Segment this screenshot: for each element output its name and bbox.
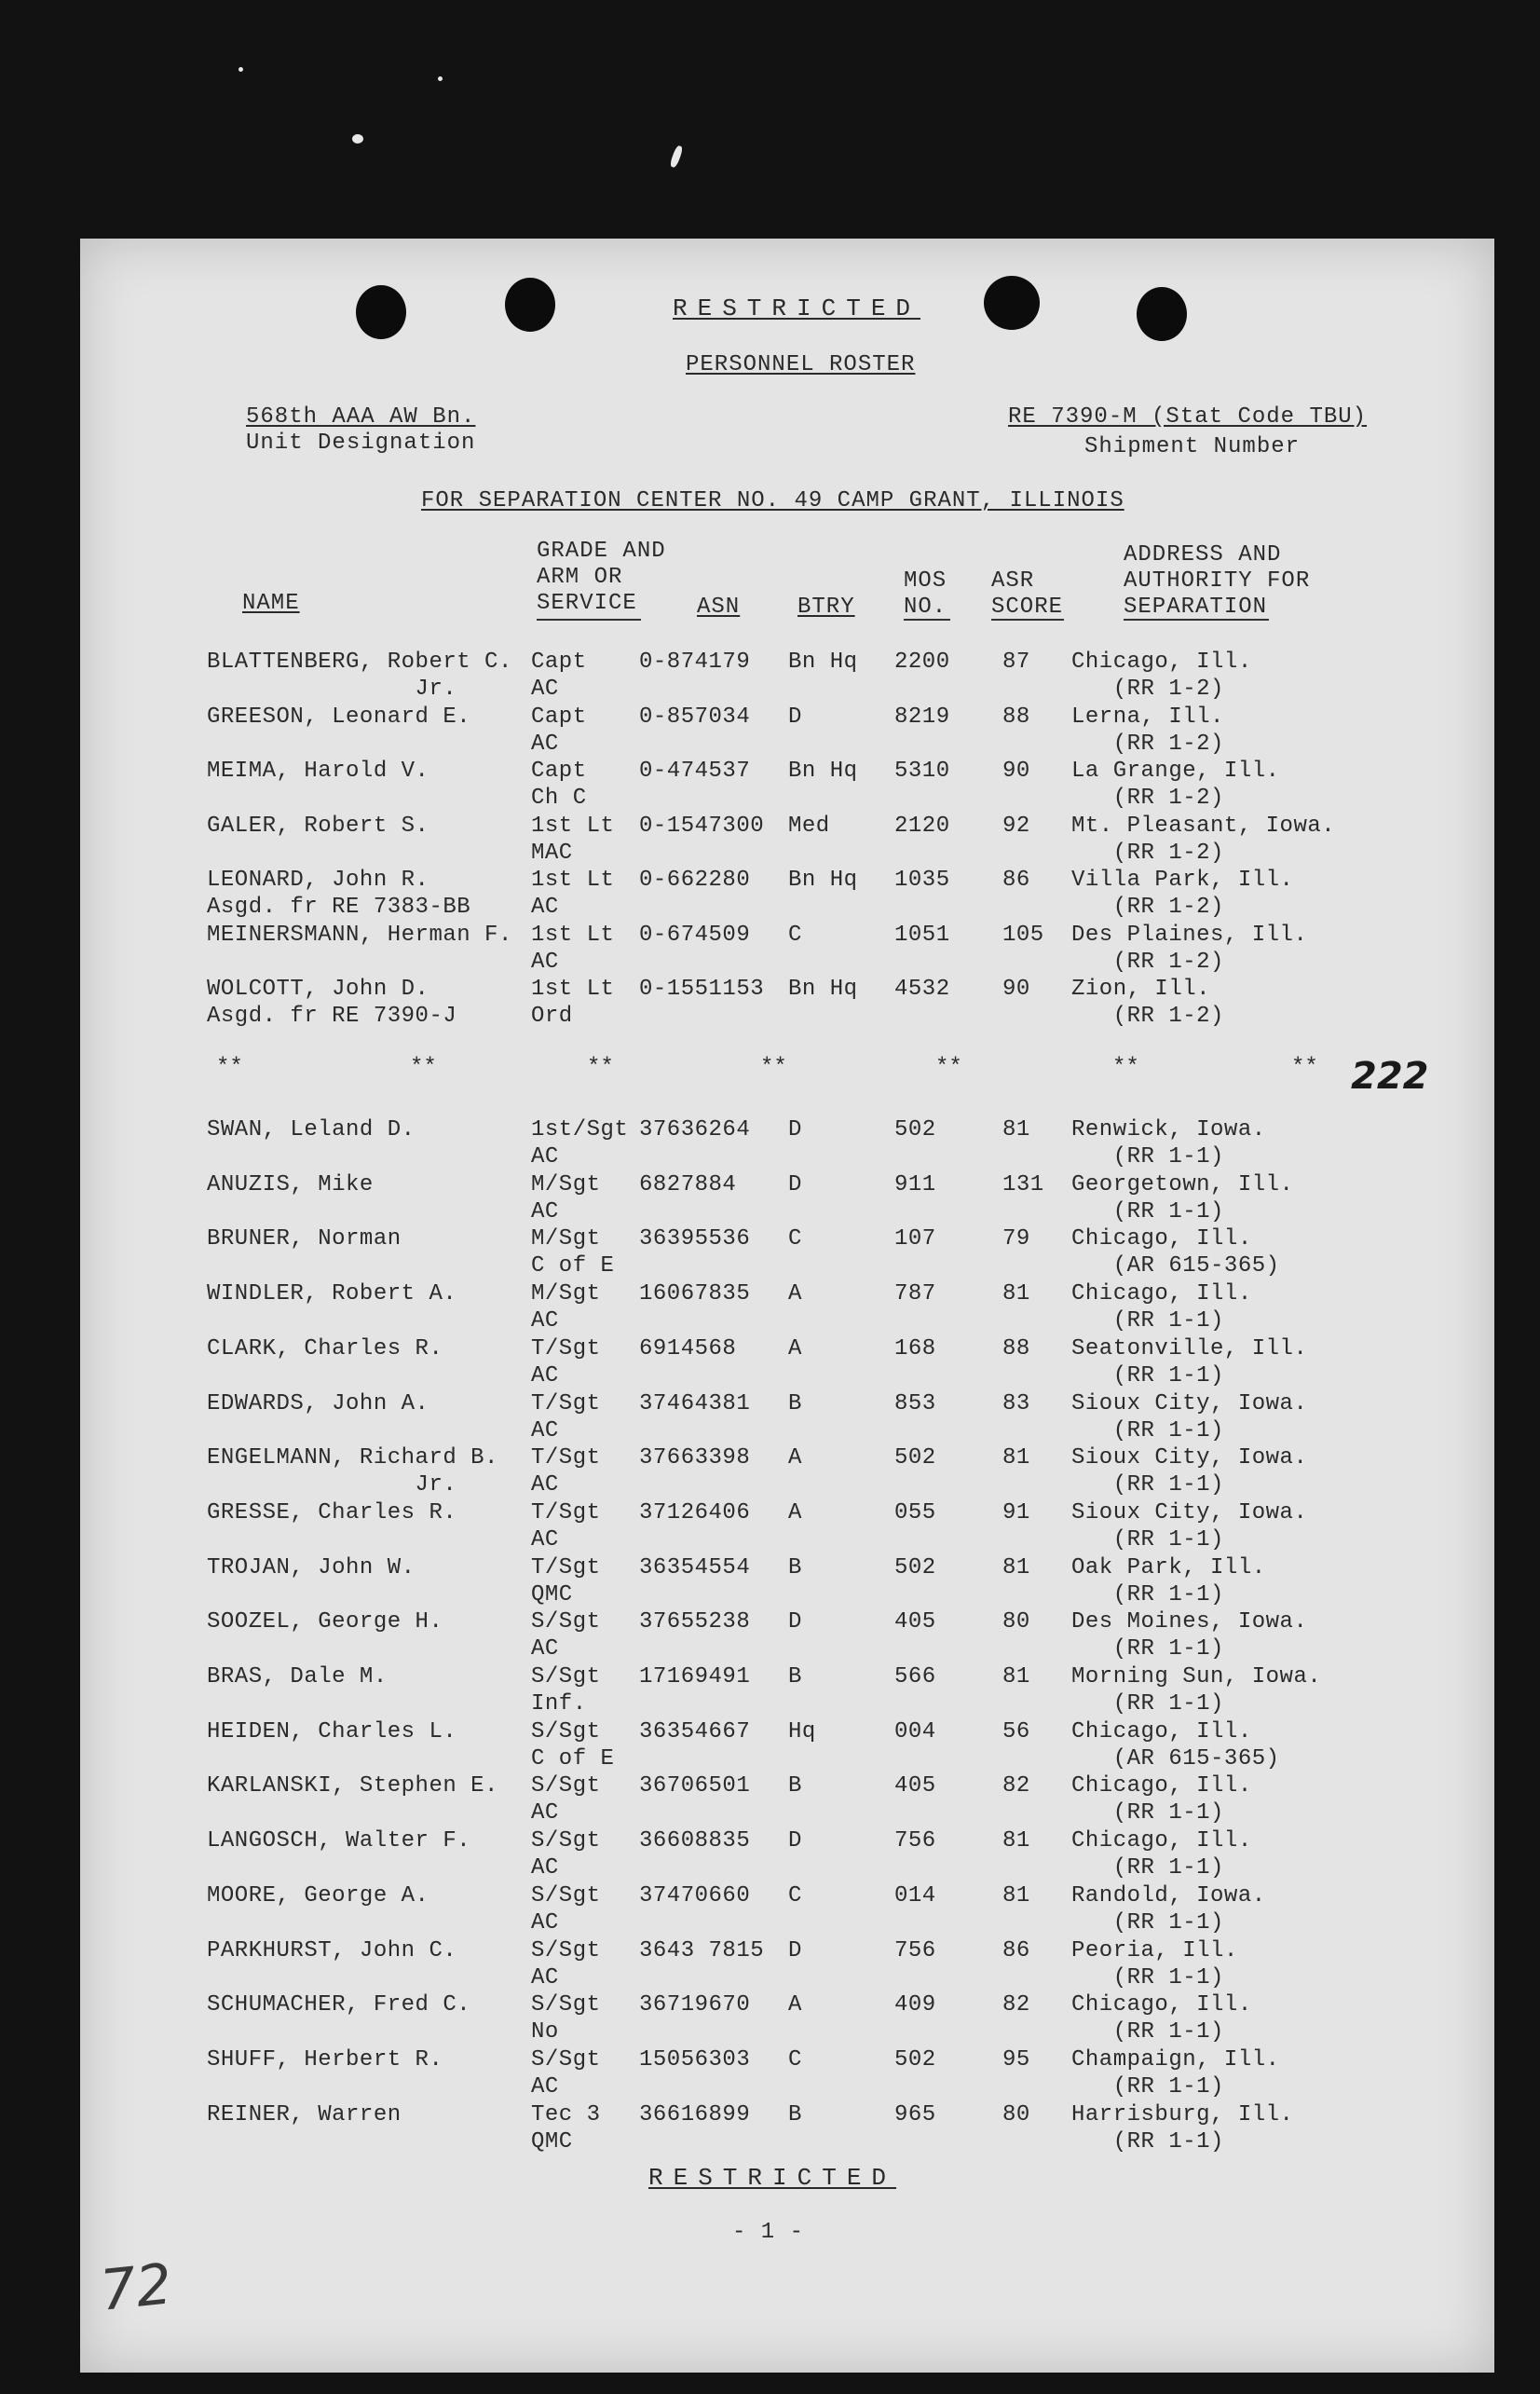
- battery-cell: Bn Hq: [788, 759, 858, 784]
- battery-cell: D: [788, 1937, 802, 1963]
- address-authority: Georgetown, Ill. (RR 1-1): [1071, 1171, 1294, 1224]
- person-name: GRESSE, Charles R.: [207, 1499, 457, 1525]
- battery-cell: D: [788, 1609, 802, 1635]
- mos-cell: 502: [894, 1554, 936, 1580]
- battery-cell: C: [788, 2046, 802, 2073]
- address-authority: Lerna, Ill. (RR 1-2): [1071, 704, 1224, 757]
- grade-arm: Capt AC: [531, 650, 587, 702]
- asr-score-cell: 81: [1002, 1664, 1030, 1689]
- roster-row: [80, 1882, 1494, 1938]
- scan-speck: [238, 67, 243, 72]
- grade-arm: 1st Lt AC: [531, 868, 615, 920]
- person-name: MEINERSMANN, Herman F.: [207, 922, 512, 948]
- address-authority: Mt. Pleasant, Iowa. (RR 1-2): [1071, 813, 1336, 866]
- battery-cell: A: [788, 1499, 802, 1525]
- column-header-address: ADDRESS AND AUTHORITY FOR SEPARATION: [1124, 542, 1311, 620]
- mos-cell: 055: [894, 1499, 936, 1525]
- mos-cell: 004: [894, 1718, 936, 1744]
- page-number: - 1 -: [732, 2220, 805, 2245]
- roster-row: [80, 649, 1494, 705]
- grade-arm: M/Sgt AC: [531, 1171, 601, 1224]
- roster-row: [80, 976, 1494, 1032]
- asr-score-cell: 83: [1002, 1390, 1030, 1416]
- mos-cell: 107: [894, 1226, 936, 1252]
- battery-cell: D: [788, 1828, 802, 1854]
- underline: [904, 619, 950, 621]
- separator-mark: **: [935, 1055, 962, 1080]
- asr-score-cell: 81: [1002, 1445, 1030, 1471]
- address-authority: Seatonville, Ill. (RR 1-1): [1071, 1335, 1308, 1389]
- address-authority: Randold, Iowa. (RR 1-1): [1071, 1882, 1266, 1936]
- address-authority: Chicago, Ill. (RR 1-1): [1071, 1992, 1252, 2045]
- column-header-grade: GRADE AND ARM OR SERVICE: [537, 539, 666, 616]
- mos-cell: 409: [894, 1992, 936, 2018]
- battery-cell: B: [788, 1390, 802, 1416]
- address-authority: Des Plaines, Ill. (RR 1-2): [1071, 922, 1308, 975]
- battery-cell: B: [788, 1664, 802, 1689]
- column-header-name: NAME: [242, 591, 300, 616]
- asr-score-cell: 90: [1002, 759, 1030, 784]
- address-authority: Sioux City, Iowa. (RR 1-1): [1071, 1445, 1308, 1498]
- asn-cell: 0-874179: [639, 650, 751, 675]
- punch-hole: [505, 278, 555, 332]
- roster-row: [80, 1225, 1494, 1281]
- asn-cell: 3643 7815: [639, 1937, 765, 1963]
- asn-cell: 0-474537: [639, 759, 751, 784]
- column-header-asr: ASR SCORE: [991, 568, 1064, 620]
- grade-arm: Capt Ch C: [531, 759, 587, 811]
- battery-cell: A: [788, 1281, 802, 1307]
- person-name: GALER, Robert S.: [207, 813, 429, 839]
- asn-cell: 0-1547300: [639, 813, 765, 839]
- grade-arm: 1st/Sgt AC: [531, 1117, 629, 1170]
- asn-cell: 37464381: [639, 1390, 751, 1416]
- roster-row: [80, 1444, 1494, 1500]
- grade-arm: S/Sgt AC: [531, 1773, 601, 1826]
- roster-row: [80, 813, 1494, 869]
- person-name: REINER, Warren: [207, 2101, 402, 2127]
- asn-cell: 36354667: [639, 1718, 751, 1744]
- person-name: SHUFF, Herbert R.: [207, 2046, 443, 2073]
- asn-cell: 36395536: [639, 1226, 751, 1252]
- battery-cell: Bn Hq: [788, 868, 858, 893]
- mos-cell: 911: [894, 1171, 936, 1197]
- address-authority: Chicago, Ill. (RR 1-2): [1071, 650, 1252, 702]
- address-authority: Chicago, Ill. (RR 1-1): [1071, 1773, 1252, 1826]
- roster-row: [80, 1171, 1494, 1227]
- person-name: SWAN, Leland D.: [207, 1117, 416, 1142]
- underline: [537, 619, 641, 621]
- underline: [991, 619, 1064, 621]
- asr-score-cell: 86: [1002, 1937, 1030, 1963]
- grade-arm: S/Sgt AC: [531, 1937, 601, 1990]
- punch-hole: [1137, 287, 1187, 341]
- roster-row: [80, 1335, 1494, 1391]
- separator-mark: **: [410, 1055, 437, 1080]
- asr-score-cell: 79: [1002, 1226, 1030, 1252]
- address-authority: Peoria, Ill. (RR 1-1): [1071, 1937, 1238, 1990]
- grade-arm: T/Sgt AC: [531, 1445, 601, 1498]
- battery-cell: Hq: [788, 1718, 816, 1744]
- grade-arm: M/Sgt AC: [531, 1281, 601, 1334]
- roster-row: [80, 1116, 1494, 1172]
- separator-mark: **: [587, 1055, 614, 1080]
- person-name: BRUNER, Norman: [207, 1226, 402, 1252]
- battery-cell: D: [788, 1171, 802, 1197]
- asn-cell: 16067835: [639, 1281, 751, 1307]
- mos-cell: 1035: [894, 868, 950, 893]
- asr-score-cell: 81: [1002, 1117, 1030, 1142]
- asn-cell: 37663398: [639, 1445, 751, 1471]
- grade-arm: S/Sgt AC: [531, 1882, 601, 1936]
- person-name: MEIMA, Harold V.: [207, 759, 429, 784]
- asr-score-cell: 95: [1002, 2046, 1030, 2073]
- asr-score-cell: 131: [1002, 1171, 1044, 1197]
- address-authority: Renwick, Iowa. (RR 1-1): [1071, 1117, 1266, 1170]
- mos-cell: 965: [894, 2101, 936, 2127]
- person-name: WINDLER, Robert A.: [207, 1281, 457, 1307]
- roster-row: [80, 1280, 1494, 1336]
- roster-row: [80, 1718, 1494, 1774]
- grade-arm: S/Sgt AC: [531, 1609, 601, 1662]
- asn-cell: 0-662280: [639, 868, 751, 893]
- person-name: ANUZIS, Mike: [207, 1171, 374, 1197]
- handwritten-number: 222: [1351, 1055, 1429, 1098]
- grade-arm: S/Sgt No: [531, 1992, 601, 2045]
- asn-cell: 37126406: [639, 1499, 751, 1525]
- address-authority: Champaign, Ill. (RR 1-1): [1071, 2046, 1280, 2100]
- grade-arm: 1st Lt AC: [531, 922, 615, 975]
- mos-cell: 756: [894, 1828, 936, 1854]
- grade-arm: 1st Lt MAC: [531, 813, 615, 866]
- asr-score-cell: 81: [1002, 1281, 1030, 1307]
- battery-cell: B: [788, 1554, 802, 1580]
- asr-score-cell: 80: [1002, 1609, 1030, 1635]
- grade-arm: S/Sgt AC: [531, 2046, 601, 2100]
- mos-cell: 502: [894, 2046, 936, 2073]
- asr-score-cell: 90: [1002, 977, 1030, 1002]
- mos-cell: 566: [894, 1664, 936, 1689]
- roster-row: [80, 2046, 1494, 2102]
- roster-row: [80, 922, 1494, 978]
- battery-cell: B: [788, 1773, 802, 1799]
- roster-row: [80, 1499, 1494, 1555]
- shipment-number: RE 7390-M (Stat Code TBU): [1008, 404, 1368, 430]
- grade-arm: T/Sgt AC: [531, 1335, 601, 1389]
- address-authority: Morning Sun, Iowa. (RR 1-1): [1071, 1664, 1322, 1717]
- asn-cell: 36706501: [639, 1773, 751, 1799]
- grade-arm: Tec 3 QMC: [531, 2101, 601, 2155]
- address-authority: Harrisburg, Ill. (RR 1-1): [1071, 2101, 1294, 2155]
- asr-score-cell: 87: [1002, 650, 1030, 675]
- roster-row: [80, 1608, 1494, 1664]
- mos-cell: 2120: [894, 813, 950, 839]
- asr-score-cell: 81: [1002, 1828, 1030, 1854]
- person-name: BLATTENBERG, Robert C. Jr.: [207, 650, 512, 702]
- battery-cell: Bn Hq: [788, 977, 858, 1002]
- asn-cell: 15056303: [639, 2046, 751, 2073]
- mos-cell: 5310: [894, 759, 950, 784]
- unit-designation: 568th AAA AW Bn.: [246, 404, 476, 430]
- grade-arm: T/Sgt QMC: [531, 1554, 601, 1607]
- address-authority: Oak Park, Ill. (RR 1-1): [1071, 1554, 1266, 1607]
- roster-row: [80, 2101, 1494, 2157]
- roster-row: [80, 1827, 1494, 1883]
- roster-row: [80, 758, 1494, 814]
- battery-cell: Med: [788, 813, 830, 839]
- mos-cell: 014: [894, 1882, 936, 1908]
- roster-row: [80, 1991, 1494, 2047]
- mos-cell: 405: [894, 1773, 936, 1799]
- asn-cell: 36616899: [639, 2101, 751, 2127]
- person-name: KARLANSKI, Stephen E.: [207, 1773, 498, 1799]
- mos-cell: 168: [894, 1335, 936, 1361]
- asn-cell: 6914568: [639, 1335, 737, 1361]
- roster-row: [80, 1554, 1494, 1610]
- grade-arm: T/Sgt AC: [531, 1390, 601, 1443]
- grade-arm: S/Sgt C of E: [531, 1718, 615, 1772]
- address-authority: Chicago, Ill. (AR 615-365): [1071, 1718, 1280, 1772]
- asn-cell: 37470660: [639, 1882, 751, 1908]
- person-name: WOLCOTT, John D. Asgd. fr RE 7390-J: [207, 977, 457, 1029]
- person-name: HEIDEN, Charles L.: [207, 1718, 457, 1744]
- mos-cell: 1051: [894, 922, 950, 948]
- person-name: TROJAN, John W.: [207, 1554, 416, 1580]
- document-page: [80, 239, 1494, 2373]
- battery-cell: Bn Hq: [788, 650, 858, 675]
- grade-arm: S/Sgt Inf.: [531, 1664, 601, 1717]
- person-name: GREESON, Leonard E.: [207, 704, 471, 730]
- grade-arm: T/Sgt AC: [531, 1499, 601, 1553]
- roster-row: [80, 704, 1494, 759]
- punch-hole: [356, 285, 406, 339]
- scan-speck: [352, 134, 363, 144]
- address-authority: Sioux City, Iowa. (RR 1-1): [1071, 1499, 1308, 1553]
- battery-cell: D: [788, 1117, 802, 1142]
- punch-hole: [984, 276, 1040, 330]
- separator-mark: **: [1291, 1055, 1318, 1080]
- mos-cell: 4532: [894, 977, 950, 1002]
- person-name: SCHUMACHER, Fred C.: [207, 1992, 471, 2018]
- grade-arm: S/Sgt AC: [531, 1828, 601, 1881]
- column-header-btry: BTRY: [797, 595, 855, 620]
- asr-score-cell: 81: [1002, 1554, 1030, 1580]
- asr-score-cell: 91: [1002, 1499, 1030, 1525]
- person-name: SOOZEL, George H.: [207, 1609, 443, 1635]
- separator-mark: **: [760, 1055, 787, 1080]
- underline: [1124, 619, 1269, 621]
- mos-cell: 405: [894, 1609, 936, 1635]
- person-name: LEONARD, John R. Asgd. fr RE 7383-BB: [207, 868, 471, 920]
- asn-cell: 37636264: [639, 1117, 751, 1142]
- battery-cell: A: [788, 1335, 802, 1361]
- asr-score-cell: 82: [1002, 1773, 1030, 1799]
- asr-score-cell: 56: [1002, 1718, 1030, 1744]
- column-header-mos: MOS NO.: [904, 568, 947, 620]
- asr-score-cell: 80: [1002, 2101, 1030, 2127]
- battery-cell: D: [788, 704, 802, 730]
- address-authority: Villa Park, Ill. (RR 1-2): [1071, 868, 1294, 920]
- roster-row: [80, 1663, 1494, 1719]
- asn-cell: 0-674509: [639, 922, 751, 948]
- asn-cell: 36608835: [639, 1828, 751, 1854]
- grade-arm: M/Sgt C of E: [531, 1226, 615, 1279]
- asr-score-cell: 88: [1002, 1335, 1030, 1361]
- scan-speck: [669, 144, 684, 168]
- asn-cell: 36719670: [639, 1992, 751, 2018]
- scan-speck: [438, 76, 443, 81]
- mos-cell: 8219: [894, 704, 950, 730]
- address-authority: Sioux City, Iowa. (RR 1-1): [1071, 1390, 1308, 1443]
- address-authority: La Grange, Ill. (RR 1-2): [1071, 759, 1280, 811]
- document-title: PERSONNEL ROSTER: [686, 352, 916, 377]
- asn-cell: 0-857034: [639, 704, 751, 730]
- address-authority: Chicago, Ill. (RR 1-1): [1071, 1828, 1252, 1881]
- roster-row: [80, 1937, 1494, 1993]
- battery-cell: B: [788, 2101, 802, 2127]
- asn-cell: 6827884: [639, 1171, 737, 1197]
- battery-cell: C: [788, 1882, 802, 1908]
- handwritten-margin-number: 72: [97, 2251, 175, 2324]
- asn-cell: 37655238: [639, 1609, 751, 1635]
- grade-arm: 1st Lt Ord: [531, 977, 615, 1029]
- asr-score-cell: 82: [1002, 1992, 1030, 2018]
- person-name: PARKHURST, John C.: [207, 1937, 457, 1963]
- roster-row: [80, 1390, 1494, 1446]
- asn-cell: 17169491: [639, 1664, 751, 1689]
- grade-arm: Capt AC: [531, 704, 587, 757]
- person-name: MOORE, George A.: [207, 1882, 429, 1908]
- restricted-header: RESTRICTED: [673, 294, 921, 322]
- asr-score-cell: 92: [1002, 813, 1030, 839]
- restricted-footer: RESTRICTED: [648, 2164, 897, 2192]
- shipment-number-label: Shipment Number: [1084, 434, 1301, 459]
- asr-score-cell: 86: [1002, 868, 1030, 893]
- battery-cell: A: [788, 1992, 802, 2018]
- person-name: ENGELMANN, Richard B. Jr.: [207, 1445, 498, 1498]
- asn-cell: 0-1551153: [639, 977, 765, 1002]
- mos-cell: 502: [894, 1445, 936, 1471]
- person-name: LANGOSCH, Walter F.: [207, 1828, 471, 1854]
- address-authority: Chicago, Ill. (RR 1-1): [1071, 1281, 1252, 1334]
- battery-cell: C: [788, 922, 802, 948]
- battery-cell: A: [788, 1445, 802, 1471]
- roster-row: [80, 867, 1494, 923]
- mos-cell: 787: [894, 1281, 936, 1307]
- person-name: BRAS, Dale M.: [207, 1664, 388, 1689]
- address-authority: Zion, Ill. (RR 1-2): [1071, 977, 1224, 1029]
- battery-cell: C: [788, 1226, 802, 1252]
- address-authority: Des Moines, Iowa. (RR 1-1): [1071, 1609, 1308, 1662]
- mos-cell: 502: [894, 1117, 936, 1142]
- asr-score-cell: 81: [1002, 1882, 1030, 1908]
- mos-cell: 2200: [894, 650, 950, 675]
- asr-score-cell: 105: [1002, 922, 1044, 948]
- mos-cell: 853: [894, 1390, 936, 1416]
- asn-cell: 36354554: [639, 1554, 751, 1580]
- unit-designation-label: Unit Designation: [246, 431, 476, 456]
- separator-mark: **: [1112, 1055, 1139, 1080]
- person-name: EDWARDS, John A.: [207, 1390, 429, 1416]
- asr-score-cell: 88: [1002, 704, 1030, 730]
- separator-mark: **: [216, 1055, 243, 1080]
- address-authority: Chicago, Ill. (AR 615-365): [1071, 1226, 1280, 1279]
- mos-cell: 756: [894, 1937, 936, 1963]
- separation-center-heading: FOR SEPARATION CENTER NO. 49 CAMP GRANT, ILLINOIS: [421, 488, 1124, 513]
- roster-row: [80, 1772, 1494, 1828]
- column-header-asn: ASN: [697, 595, 741, 620]
- person-name: CLARK, Charles R.: [207, 1335, 443, 1361]
